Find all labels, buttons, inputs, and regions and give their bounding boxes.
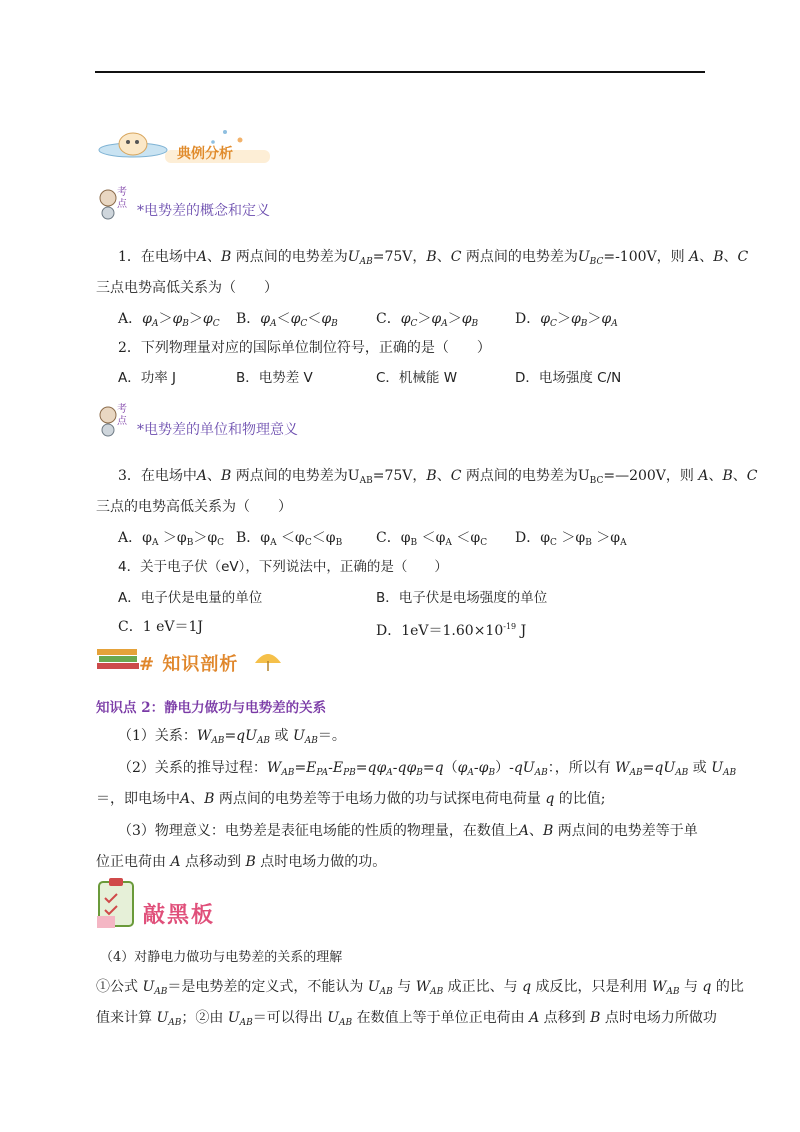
option-d[interactable]: D．$\varphi_C >\varphi_B >\varphi_A$	[515, 530, 627, 548]
umbrella-icon	[253, 649, 283, 673]
option-c[interactable]: C．$\varphi_C>\varphi_A>\varphi_B$	[376, 311, 479, 329]
option-d[interactable]: D．$1eV=1.60\times 10^{-19}$ J	[376, 622, 527, 639]
knowledge-item-2-line2: ＝，即电场中A、B 两点间的电势差等于电场力做的功与试探电荷电荷量 q 的比值;	[96, 791, 606, 807]
option-c[interactable]: C．1 eV＝1J	[118, 619, 203, 635]
question-4-stem: 4．关于电子伏（eV），下列说法中，正确的是（ ）	[118, 559, 448, 575]
blackboard-paragraph-line1: ①公式 $U_{AB}=$是电势差的定义式，不能认为 $U_{AB}$ 与 $W_{AB}$ 成正比、与 q 成反比，只是利用 $W_{AB}$ 与 q 的比	[96, 979, 744, 997]
option-b[interactable]: B．电子伏是电场强度的单位	[376, 590, 548, 606]
exam-point-icon: 考点	[97, 185, 133, 223]
category-label: *电势差的单位和物理意义	[137, 422, 298, 438]
books-icon	[95, 645, 145, 675]
option-b[interactable]: B．$\varphi_A <\varphi_C<\varphi_B$	[236, 530, 343, 548]
option-b[interactable]: B．$\varphi_A<\varphi_C<\varphi_B$	[236, 311, 338, 329]
option-a[interactable]: A．$\varphi_A >\varphi_B>\varphi_C$	[118, 530, 225, 548]
clipboard-icon	[95, 876, 139, 930]
knowledge-analysis-banner	[95, 645, 295, 677]
banner-title: 典例分析	[177, 146, 233, 162]
question-1-line1: 1．在电场中A、B 两点间的电势差为$U_{AB}=75V$，B、C 两点间的电势差为$U_{BC}=-100V$，则 A、B、C	[118, 249, 749, 267]
blackboard-banner	[95, 876, 245, 932]
exam-point-icon: 考点	[97, 402, 133, 440]
question-3-line2: 三点的电势高低关系为（ ）	[96, 499, 292, 515]
banner-title: 敲黑板	[143, 903, 216, 928]
option-d[interactable]: D．电场强度 C/N	[515, 370, 622, 386]
blackboard-paragraph-line2: 值来计算 $U_{AB}$；②由 $U_{AB}=$可以得出 $U_{AB}$ 在数值上等于单位正电荷由 A 点移到 B 点时电场力所做功	[96, 1010, 717, 1028]
knowledge-item-2-line1: （2）关系的推导过程：$W_{AB}=E_{PA}-E_{PB}=q\varphi_A-q\varphi_B=q(\varphi_A-\varphi_B)-qU_{AB}$：，所以有 $W_{AB}=qU_{AB}$ 或 $U_{AB}$	[118, 760, 737, 778]
knowledge-point-title: 知识点 2：静电力做功与电势差的关系	[96, 700, 327, 716]
example-analysis-banner	[95, 120, 275, 168]
option-a[interactable]: A．电子伏是电量的单位	[118, 590, 263, 606]
option-c[interactable]: C．机械能 W	[376, 370, 458, 386]
question-1-line2: 三点电势高低关系为（ ）	[96, 280, 278, 296]
blackboard-item-4: （4）对静电力做功与电势差的关系的理解	[100, 950, 343, 965]
option-a[interactable]: A．功率 J	[118, 370, 177, 386]
knowledge-item-3-line1: （3）物理意义：电势差是表征电场能的性质的物理量，在数值上A、B 两点间的电势差等于单	[118, 823, 698, 839]
banner-title: # 知识剖析	[139, 654, 239, 675]
question-2-stem: 2．下列物理量对应的国际单位制位符号，正确的是（ ）	[118, 340, 491, 356]
option-d[interactable]: D．$\varphi_C>\varphi_B>\varphi_A$	[515, 311, 618, 329]
question-3-line1: 3．在电场中A、B 两点间的电势差为$U_{AB}=75V$，B、C 两点间的电势差为$U_{BC}=—200V$，则 A、B、C	[118, 468, 758, 486]
knowledge-item-1: （1）关系：$W_{AB}=qU_{AB}$ 或 $U_{AB}=$。	[118, 728, 346, 746]
option-b[interactable]: B．电势差 V	[236, 370, 313, 386]
option-a[interactable]: A．$\varphi_A>\varphi_B>\varphi_C$	[118, 311, 220, 329]
knowledge-item-3-line2: 位正电荷由 A 点移动到 B 点时电场力做的功。	[96, 854, 387, 870]
option-c[interactable]: C．$\varphi_B <\varphi_A <\varphi_C$	[376, 530, 488, 548]
header-rule	[95, 71, 705, 73]
category-label: *电势差的概念和定义	[137, 203, 270, 219]
